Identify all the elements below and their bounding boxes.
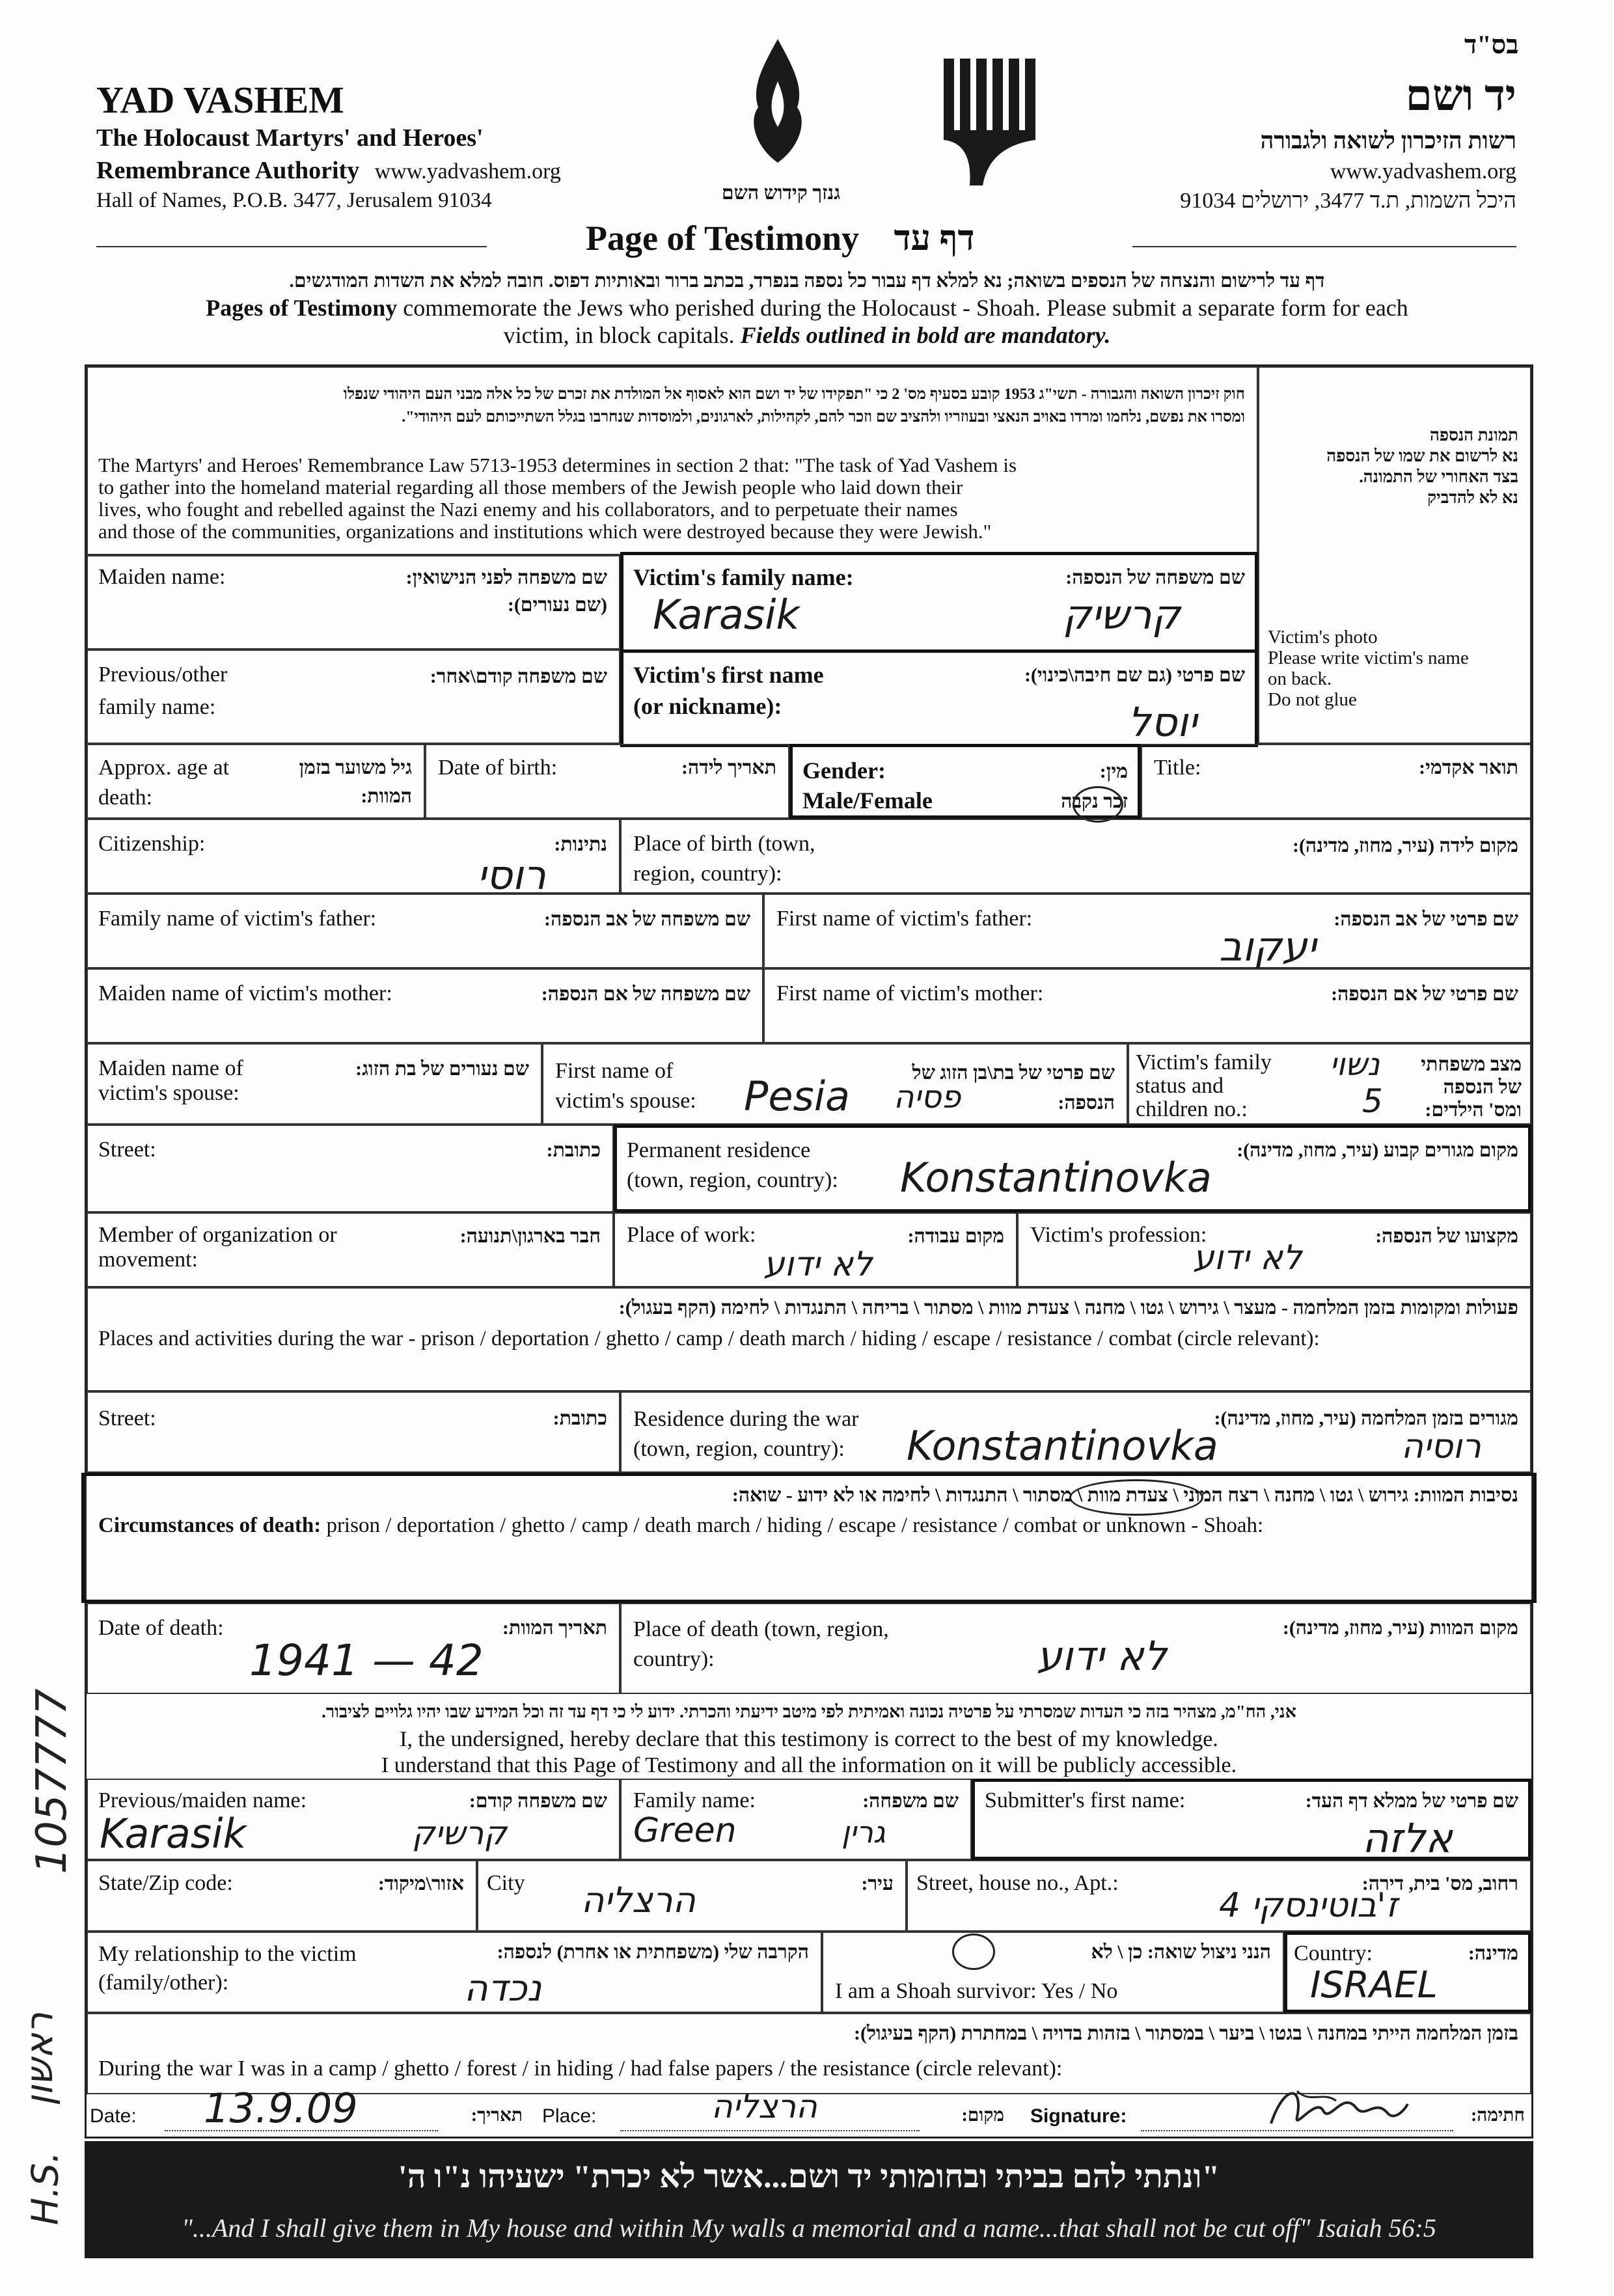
family-status-value: נשוי xyxy=(1330,1046,1380,1083)
law-en-4: and those of the communities, organizations and institutions which were destroyed because they were Jewish." xyxy=(98,520,992,543)
law-he-2: ומסרו את נפשם, נלחמו ומרדו באויב הנאצי ובעוזריו ולהציב שם וזכר להם, לקהילות, לארגונים, ולמוסדות שנחרבו בגלל השתייכותם לעם היהודי". xyxy=(402,409,1245,426)
date-of-death-label: Date of death: xyxy=(98,1616,224,1640)
victim-family-name-label-he: שם משפחה של הנספה: xyxy=(1065,567,1245,588)
submitter-prev-name-value-he: קרשיק xyxy=(412,1814,507,1852)
previous-family-name-label-1: Previous/other xyxy=(98,663,228,687)
photo-he-1: תמונת הנספה xyxy=(1429,426,1518,444)
spouse-maiden-name-label-1: Maiden name of xyxy=(98,1056,243,1080)
signature-label: Signature: xyxy=(1030,2105,1127,2127)
yad-vashem-menorah-logo xyxy=(937,55,1041,192)
father-first-name-label: First name of victim's father: xyxy=(776,907,1033,931)
intro-en-bold: Pages of Testimony xyxy=(206,295,398,321)
spouse-first-name-label-1: First name of xyxy=(555,1059,674,1083)
age-at-death-label-he-2: המוות: xyxy=(361,786,412,807)
photo-en-3: on back. xyxy=(1268,668,1332,689)
organization-member-label-he: חבר בארגון\תנועה: xyxy=(459,1225,601,1247)
margin-note-hebrew: ראשון xyxy=(17,2012,61,2107)
maiden-name-label-he: שם משפחה לפני הנישואין: xyxy=(405,567,607,588)
circumstances-label-he: נסיבות המוות: גירוש \ גטו \ מחנה \ רצח המוני \ צעדת מוות \ מסתור \ התנגדות \ לחימה או לא ידוע - שואה: xyxy=(732,1484,1518,1506)
photo-he xyxy=(1271,425,1518,508)
gender-label-2: Male/Female xyxy=(802,787,933,813)
law-en-3: lives, who fought and rebelled against the Nazi enemy and his collaborators, and to perpetuate their names xyxy=(98,498,958,521)
date-of-death-value: 1941 — 42 xyxy=(249,1635,484,1686)
submitter-first-name-value: אלזה xyxy=(1362,1814,1453,1862)
victim-first-name-value: יוסל xyxy=(1128,698,1197,746)
street-house-label-he: רחוב, מס' בית, דירה: xyxy=(1361,1873,1518,1894)
war-residence-label-he: מגורים בזמן המלחמה (עיר, מחוז, מדינה): xyxy=(1214,1408,1518,1429)
intro-en xyxy=(98,294,1516,349)
spouse-first-name-label-he-2: הנספה: xyxy=(1058,1092,1115,1114)
age-at-death-label-he-1: גיל משוער בזמן xyxy=(299,757,412,778)
war-residence-value-he: רוסיה xyxy=(1401,1427,1481,1466)
street-label-he: כתובת: xyxy=(546,1140,601,1161)
intro-en-1: commemorate the Jews who perished during the Holocaust - Shoah. Please submit a separate form for each xyxy=(403,295,1408,321)
mother-maiden-name-label-he: שם משפחה של אם הנספה: xyxy=(541,983,750,1005)
org-sub-2 xyxy=(96,156,561,185)
org-address-he: היכל השמות, ת.ד 3477, ירושלים 91034 xyxy=(1180,189,1516,213)
org-url: www.yadvashem.org xyxy=(374,159,561,184)
permanent-residence-label-1: Permanent residence xyxy=(627,1138,811,1162)
spouse-maiden-name-label xyxy=(98,1056,243,1106)
photo-en xyxy=(1268,627,1469,710)
relationship-label-1: My relationship to the victim xyxy=(98,1942,357,1966)
maiden-name-label-he-2: (שם נעורים): xyxy=(507,594,607,616)
place-of-work-label: Place of work: xyxy=(627,1223,756,1247)
testimony-form xyxy=(85,364,1533,2139)
citizenship-label-he: נתינות: xyxy=(554,834,607,855)
submitter-prev-name-label: Previous/maiden name: xyxy=(98,1788,307,1812)
survivor-no-circle xyxy=(952,1934,995,1970)
victim-family-name-value: Karasik xyxy=(653,591,800,638)
family-status-label-1: Victim's family xyxy=(1136,1050,1272,1074)
submitter-family-name-label: Family name: xyxy=(633,1788,756,1812)
war-activities-label-he: פעולות ומקומות בזמן המלחמה - מעצר \ גירוש \ גטו \ מחנה \ צעדת מוות \ מסתור \ בריחה \ התנגדות \ לחימה (הקף בעגול): xyxy=(618,1297,1518,1319)
circumstances-label xyxy=(98,1513,1263,1538)
gender-label-1: Gender: xyxy=(802,758,886,784)
spouse-first-name-label-2: victim's spouse: xyxy=(555,1089,696,1113)
margin-note-number: 1057777 xyxy=(28,1688,76,1874)
citizenship-label: Citizenship: xyxy=(98,832,206,856)
street-war-field[interactable] xyxy=(87,1391,620,1473)
previous-family-name-label-2: family name: xyxy=(98,695,216,719)
family-status-label-2: status and xyxy=(1136,1074,1224,1098)
organization-member-label-1: Member of organization or xyxy=(98,1223,337,1247)
date-of-birth-label-he: תאריך לידה: xyxy=(681,757,776,778)
page-title-he: דף עד xyxy=(894,219,975,258)
organization-member-label-2: movement: xyxy=(98,1248,198,1272)
victim-first-name-label-2: (or nickname): xyxy=(633,693,782,719)
photo-en-1: Victim's photo xyxy=(1268,627,1378,648)
banner-quote-en: "...And I shall give them in My house and within My walls a memorial and a name...that shall not be cut off" Isaiah 56:5 xyxy=(182,2213,1436,2243)
photo-he-3: בצד האחורי של התמונה. xyxy=(1359,467,1518,486)
gender-label xyxy=(802,756,933,815)
place-of-death-label xyxy=(633,1615,889,1674)
margin-note-initials: H.S. xyxy=(24,2151,67,2226)
declaration-en-1: I, the undersigned, hereby declare that this testimony is correct to the best of my knowledge. xyxy=(400,1727,1218,1751)
family-status-label-he-2: של הנספה xyxy=(1443,1076,1522,1098)
law-en-1: The Martyrs' and Heroes' Remembrance Law 5713-1953 determines in section 2 that: "The task of Yad Vashem is xyxy=(98,454,1017,476)
father-family-name-label: Family name of victim's father: xyxy=(98,907,377,931)
street-house-value: ז'בוטינסקי 4 xyxy=(1219,1886,1398,1925)
war-residence-label-2: (town, region, country): xyxy=(633,1437,845,1461)
banner-quote-he: "ונתתי להם בביתי ובחומותי יד ושם...אשר לא יכרת" ישעיהו נ"ו ה' xyxy=(398,2158,1220,2194)
war-residence-value: Konstantinovka xyxy=(907,1422,1218,1469)
age-at-death-label xyxy=(98,756,229,810)
place-of-death-value: לא ידוע xyxy=(1037,1632,1167,1680)
org-address: Hall of Names, P.O.B. 3477, Jerusalem 91034 xyxy=(96,189,492,212)
place-of-birth-label xyxy=(633,832,815,886)
spouse-first-name-label xyxy=(555,1056,696,1116)
citizenship-value: רוסי xyxy=(477,851,546,899)
date-label-he: תאריך: xyxy=(471,2105,523,2125)
submitter-war-label: During the war I was in a camp / ghetto / forest / in hiding / had false papers / the resistance (circle relevant): xyxy=(98,2057,1063,2081)
victim-first-name-label-1: Victim's first name xyxy=(633,662,824,688)
law-en xyxy=(98,454,1250,543)
date-label: Date: xyxy=(90,2105,137,2127)
law-he-1: חוק זיכרון השואה והגבורה - תשי"ג 1953 קובע בסעיף מס' 2 כי "תפקידו של יד ושם הוא לאסוף אל המולדת את זכרם של כל אלה מבני העם היהודי שנפלו xyxy=(343,386,1245,403)
street-field[interactable] xyxy=(87,1125,614,1212)
street-label: Street: xyxy=(98,1138,156,1162)
photo-en-2: Please write victim's name xyxy=(1268,648,1469,668)
besd-mark: בס"ד xyxy=(1464,30,1519,59)
declaration-en xyxy=(87,1727,1531,1779)
photo-en-4: Do not glue xyxy=(1268,689,1357,710)
father-first-name-label-he: שם פרטי של אב הנספה: xyxy=(1334,909,1518,930)
place-of-death-label-2: country): xyxy=(633,1647,715,1671)
place-of-birth-label-2: region, country): xyxy=(633,862,782,886)
declaration-he: אני, הח"מ, מצהיר בזה כי העדות שמסרתי על פרטיה נכונה ואמיתית לפי מיטב ידיעתי והכרתי. ידוע לי כי דף עד זה וכל המידע שבו יהיו גלויים לציבור. xyxy=(321,1702,1296,1721)
shoah-survivor-label-he: הנני ניצול שואה: כן \ לא xyxy=(1091,1941,1271,1963)
state-zip-label-he: אזור\מיקוד: xyxy=(377,1873,464,1894)
spouse-maiden-name-label-he: שם נעורים של בת הזוג: xyxy=(355,1058,529,1080)
submitter-prev-name-label-he: שם משפחה קודם: xyxy=(469,1790,607,1812)
handwritten-signature-image xyxy=(1258,2078,1414,2137)
title-rule-right xyxy=(1132,246,1516,247)
family-status-label-he-1: מצב משפחתי xyxy=(1421,1054,1522,1075)
victim-family-name-value-he: קרשיק xyxy=(1063,591,1181,638)
declaration-en-2: I understand that this Page of Testimony and all the information on it will be publicly accessible. xyxy=(381,1753,1237,1777)
victim-family-name-label: Victim's family name: xyxy=(633,564,854,590)
submitter-prev-name-value: Karasik xyxy=(100,1810,247,1857)
relationship-label-he: הקרבה שלי (משפחתית או אחרת) לנספה: xyxy=(497,1941,809,1963)
circumstances-label-bold: Circumstances of death: xyxy=(98,1514,321,1537)
victim-first-name-label-he: שם פרטי (גם שם חיבה\כינוי): xyxy=(1024,664,1245,686)
maiden-name-label: Maiden name: xyxy=(98,565,226,589)
victim-profession-value: לא ידוע xyxy=(1193,1238,1302,1278)
street-house-label: Street, house no., Apt.: xyxy=(916,1871,1119,1895)
date-value: 13.9.09 xyxy=(204,2084,358,2132)
photo-he-2: נא לרשום את שמו של הנספה xyxy=(1326,446,1518,465)
submitter-first-name-label: Submitter's first name: xyxy=(985,1788,1186,1812)
submitter-war-label-he: בזמן המלחמה הייתי במחנה \ בגטו \ ביער \ במסתור \ בזהות בדויה \ במחתרת (הקף בעיגול): xyxy=(854,2023,1518,2044)
mother-first-name-label-he: שם פרטי של אם הנספה: xyxy=(1331,983,1518,1005)
city-value: הרצליה xyxy=(581,1879,696,1920)
father-first-name-value: יעקוב xyxy=(1219,923,1317,970)
circumstances-label-text: prison / deportation / ghetto / camp / death march / hiding / escape / resistance / combat or unknown - Shoah: xyxy=(326,1514,1264,1537)
spouse-first-name-value: Pesia xyxy=(744,1073,851,1120)
submitter-family-name-value: Green xyxy=(633,1811,737,1850)
title-rule-left xyxy=(96,246,487,247)
signature-label-he: חתימה: xyxy=(1470,2105,1525,2125)
permanent-residence-value: Konstantinovka xyxy=(900,1154,1212,1201)
war-activities-label: Places and activities during the war - prison / deportation / ghetto / camp / death march / hiding / escape / resistance / combat (circle relevant): xyxy=(98,1327,1320,1350)
mass-murder-circle xyxy=(1069,1479,1203,1516)
father-family-name-label-he: שם משפחה של אב הנספה: xyxy=(544,909,750,930)
previous-family-name-label-he: שם משפחה קודם\אחר: xyxy=(430,666,607,687)
title-label-he: תואר אקדמי: xyxy=(1419,757,1518,778)
org-url-he: www.yadvashem.org xyxy=(1330,159,1516,184)
org-sub-2-bold: Remembrance Authority xyxy=(96,157,360,184)
country-label: Country: xyxy=(1294,1941,1373,1965)
page-title-en: Page of Testimony xyxy=(586,219,860,258)
spouse-first-name-label-he-1: שם פרטי של בת\בן הזוג של xyxy=(912,1062,1115,1084)
victim-first-name-label xyxy=(633,659,824,722)
family-status-label-he-3: ומס' הילדים: xyxy=(1425,1099,1522,1121)
gender-label-he-2: זכר נקבה xyxy=(1061,791,1128,812)
place-value: הרצליה xyxy=(711,2088,817,2125)
mother-maiden-name-label: Maiden name of victim's mother: xyxy=(98,981,392,1005)
photo-he-4: נא לא להדביק xyxy=(1427,488,1518,507)
place-label: Place: xyxy=(542,2105,597,2127)
intro-he: דף עד לרישום והנצחה של הנספים בשואה; נא למלא דף עבור כל נספה בנפרד, בכתב ברור ובאותיות דפוס. חובה למלא את השדות המודגשים. xyxy=(289,270,1325,292)
shoah-survivor-label: I am a Shoah survivor: Yes / No xyxy=(835,1979,1118,2003)
city-label: City xyxy=(487,1871,525,1895)
organization-member-label xyxy=(98,1223,337,1272)
submitter-first-name-label-he: שם פרטי של ממלא דף העד: xyxy=(1305,1790,1518,1812)
street-war-label: Street: xyxy=(98,1406,156,1430)
permanent-residence-label-2: (town, region, country): xyxy=(627,1168,838,1192)
intro-en-2-bold: Fields outlined in bold are mandatory. xyxy=(740,322,1111,348)
permanent-residence-label xyxy=(627,1136,838,1196)
place-of-work-value: לא ידוע xyxy=(763,1245,873,1284)
children-number-value: 5 xyxy=(1362,1082,1383,1120)
page-title xyxy=(586,218,975,258)
relationship-value: נכדה xyxy=(464,1967,542,2010)
gender-male-circle xyxy=(1073,786,1123,823)
place-of-work-label-he: מקום עבודה: xyxy=(907,1225,1004,1247)
law-en-2: to gather into the homeland material regarding all those members of the Jewish people who laid down their xyxy=(98,476,963,499)
war-residence-label-1: Residence during the war xyxy=(633,1407,859,1431)
spouse-first-name-label-he xyxy=(835,1058,1115,1118)
permanent-residence-label-he: מקום מגורים קבוע (עיר, מחוז, מדינה): xyxy=(1237,1140,1518,1161)
city-label-he: עיר: xyxy=(861,1873,894,1894)
org-sub-he: רשות הזיכרון לשואה ולגבורה xyxy=(1260,128,1516,154)
family-status-label xyxy=(1136,1051,1272,1121)
logo-caption: גנזך קידוש השם xyxy=(721,182,841,204)
footer-banner xyxy=(85,2141,1533,2258)
place-label-he: מקום: xyxy=(961,2105,1004,2125)
country-value: ISRAEL xyxy=(1310,1964,1438,2006)
relationship-label-2: (family/other): xyxy=(98,1971,229,1995)
org-name-he: יד ושם xyxy=(1405,72,1516,120)
title-label: Title: xyxy=(1154,756,1201,780)
victim-profession-label-he: מקצועו של הנספה: xyxy=(1375,1225,1518,1247)
place-of-death-label-1: Place of death (town, region, xyxy=(633,1617,889,1641)
age-at-death-label-2: death: xyxy=(98,786,153,810)
date-of-birth-label: Date of birth: xyxy=(438,756,558,780)
spouse-maiden-name-label-2: victim's spouse: xyxy=(98,1081,239,1105)
family-status-label-3: children no.: xyxy=(1136,1097,1248,1121)
street-war-label-he: כתובת: xyxy=(553,1408,607,1429)
family-status-label-he xyxy=(1388,1053,1522,1121)
place-line xyxy=(620,2130,920,2131)
state-zip-label: State/Zip code: xyxy=(98,1871,233,1895)
gender-label-he-1: מין: xyxy=(1099,761,1128,782)
submitter-family-name-value-he: גרין xyxy=(841,1814,886,1850)
mother-first-name-label: First name of victim's mother: xyxy=(776,981,1044,1005)
victim-profession-label: Victim's profession: xyxy=(1030,1223,1207,1247)
country-label-he: מדינה: xyxy=(1468,1943,1518,1964)
age-at-death-label-he xyxy=(282,757,412,808)
place-of-death-label-he: מקום המוות (עיר, מחוז, מדינה): xyxy=(1282,1617,1518,1639)
place-of-birth-label-1: Place of birth (town, xyxy=(633,832,815,856)
date-of-death-label-he: תאריך המוות: xyxy=(502,1617,607,1639)
org-name-en: YAD VASHEM xyxy=(96,79,344,121)
intro-en-2: victim, in block capitals. xyxy=(503,322,735,348)
place-of-birth-label-he: מקום לידה (עיר, מחוז, מדינה): xyxy=(1292,835,1518,856)
relationship-label xyxy=(98,1940,357,1997)
submitter-family-name-label-he: שם משפחה: xyxy=(862,1790,959,1812)
org-sub-1: The Holocaust Martyrs' and Heroes' xyxy=(96,124,484,152)
yad-vashem-flame-logo xyxy=(742,36,814,166)
age-at-death-label-1: Approx. age at xyxy=(98,756,230,780)
previous-family-name-label xyxy=(98,663,227,720)
spouse-first-name-value-he: פסיה xyxy=(894,1079,961,1115)
war-residence-label xyxy=(633,1404,859,1464)
